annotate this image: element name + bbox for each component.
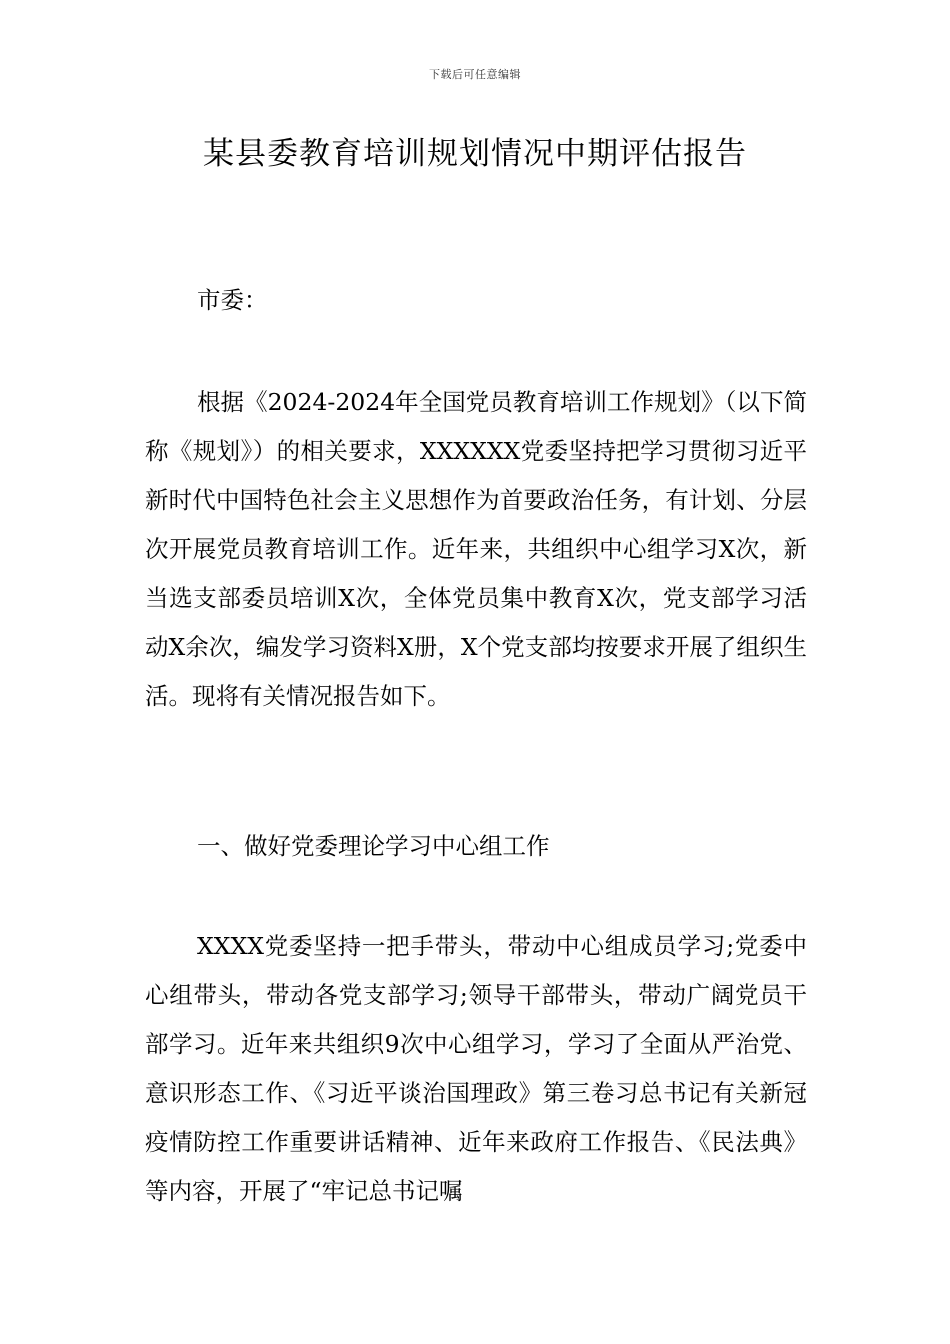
download-note-header: 下载后可任意编辑 xyxy=(429,68,521,81)
section-1-paragraph: XXXX党委坚持一把手带头，带动中心组成员学习;党委中心组带头，带动各党支部学习;领导干部带头，带动广阔党员干部学习。近年来共组织9次中心组学习，学习了全面从严治党、意识形态工作、《习近平谈治国理政》第三卷习总书记有关新冠疫情防控工作重要讲话精神、近年来政府工作报告、《民法典》等内容，开展了“牢记总书记嘱 xyxy=(145,932,807,1205)
salutation: 市委： xyxy=(197,286,268,314)
document-title: 某县委教育培训规划情况中期评估报告 xyxy=(203,136,747,172)
intro-paragraph: 根据《2024-2024年全国党员教育培训工作规划》（以下简称《规划》）的相关要求，XXXXXX党委坚持把学习贯彻习近平新时代中国特色社会主义思想作为首要政治任务，有计划、分层次开展党员教育培训工作。近年来，共组织中心组学习X次，新当选支部委员培训X次，全体党员集中教育X次，党支部学习活动X余次，编发学习资料X册，X个党支部均按要求开展了组织生活。现将有关情况报告如下。 xyxy=(145,388,807,710)
section-1-heading: 一、做好党委理论学习中心组工作 xyxy=(197,832,550,860)
